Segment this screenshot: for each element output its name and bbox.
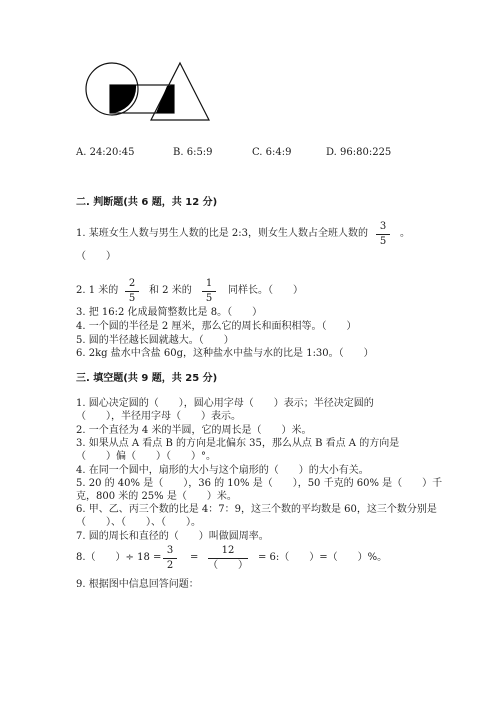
s3-q5-line2: 克，800 米的 25% 是（ ）米。 bbox=[76, 491, 237, 502]
s2-q1-end: 。 bbox=[400, 228, 410, 239]
section3-heading: 三. 填空题(共 9 题，共 25 分) bbox=[76, 373, 218, 384]
s2-q2-fraction2 bbox=[202, 278, 216, 305]
fraction-numerator: 3 bbox=[379, 221, 387, 232]
s3-q8-fraction2 bbox=[208, 545, 248, 572]
fraction-numerator: 2 bbox=[128, 278, 136, 289]
circle-shaded-region bbox=[110, 85, 136, 113]
fraction-denominator: 2 bbox=[166, 560, 174, 571]
s3-q5-line1: 5. 20 的 40% 是（ ），36 的 10% 是（ ），50 千克的 60% 是（ ）千 bbox=[76, 478, 443, 489]
fraction-numerator: 1 bbox=[205, 278, 213, 289]
s2-q2-part3: 同样长。（ ） bbox=[228, 285, 303, 296]
s2-q5: 5. 圆的半径越长圆就越大。（ ） bbox=[76, 335, 234, 346]
s3-q4: 4. 在同一个圆中，扇形的大小与这个扇形的（ ）的大小有关。 bbox=[76, 465, 369, 476]
s3-q8-part1: 8.（ ）÷ 18 = bbox=[76, 552, 162, 563]
s2-q1-answer-paren[interactable]: （ ） bbox=[76, 251, 116, 262]
s3-q8-equals: = bbox=[190, 552, 199, 563]
s3-q1-line2: （ ），半径用字母（ ）表示。 bbox=[76, 411, 241, 422]
fraction-denominator: 5 bbox=[128, 293, 136, 304]
triangle-shaded-region bbox=[156, 85, 174, 113]
s2-q6: 6. 2kg 盐水中含盐 60g，这种盐水中盐与水的比是 1:30。（ ） bbox=[76, 348, 374, 359]
s2-q3: 3. 把 16:2 化成最简整数比是 8。（ ） bbox=[76, 307, 263, 318]
s3-q6-line1: 6. 甲、乙、丙三个数的比是 4：7：9，这三个数的平均数是 60，这三个数分别是 bbox=[76, 504, 437, 515]
choice-a[interactable]: A. 24:20:45 bbox=[76, 147, 135, 158]
s3-q1-line1: 1. 圆心决定圆的（ ），圆心用字母（ ）表示；半径决定圆的 bbox=[76, 398, 374, 409]
s2-q4: 4. 一个圆的半径是 2 厘米，那么它的周长和面积相等。（ ） bbox=[76, 321, 357, 332]
choice-d[interactable]: D. 96:80:225 bbox=[326, 147, 392, 158]
s2-q1-fraction bbox=[376, 221, 390, 248]
choice-c[interactable]: C. 6:4:9 bbox=[252, 147, 292, 158]
section2-heading: 二. 判断题(共 6 题，共 12 分) bbox=[76, 197, 218, 208]
s2-q2-part1: 2. 1 米的 bbox=[76, 285, 119, 296]
fraction-denominator: 5 bbox=[205, 293, 213, 304]
s2-q2-fraction1 bbox=[125, 278, 139, 305]
shapes-figure bbox=[0, 0, 500, 140]
s2-q1-text: 1. 某班女生人数与男生人数的比是 2:3，则女生人数占全班人数的 bbox=[76, 228, 368, 239]
fraction-denominator[interactable]: （ ） bbox=[208, 560, 248, 571]
fraction-numerator: 3 bbox=[166, 545, 174, 556]
s3-q8-fraction1 bbox=[163, 545, 177, 572]
choice-b[interactable]: B. 6:5:9 bbox=[173, 147, 213, 158]
s3-q6-line2: （ ）、（ ）、（ ）。 bbox=[76, 517, 201, 528]
s2-q2-part2: 和 2 米的 bbox=[149, 285, 192, 296]
s3-q3-line2: （ ）偏（ ）（ ）°。 bbox=[76, 451, 216, 462]
fraction-denominator: 5 bbox=[379, 236, 387, 247]
s3-q9: 9. 根据图中信息回答问题： bbox=[76, 579, 199, 590]
fraction-numerator: 12 bbox=[221, 545, 235, 556]
s3-q2: 2. 一个直径为 4 米的半圆，它的周长是（ ）米。 bbox=[76, 425, 312, 436]
s3-q8-part2: = 6:（ ）=（ ）%。 bbox=[258, 552, 388, 563]
s3-q3-line1: 3. 如果从点 A 看点 B 的方向是北偏东 35，那么从点 B 看点 A 的方向是 bbox=[76, 438, 400, 449]
s3-q7: 7. 圆的周长和直径的（ ）叫做圆周率。 bbox=[76, 531, 269, 542]
